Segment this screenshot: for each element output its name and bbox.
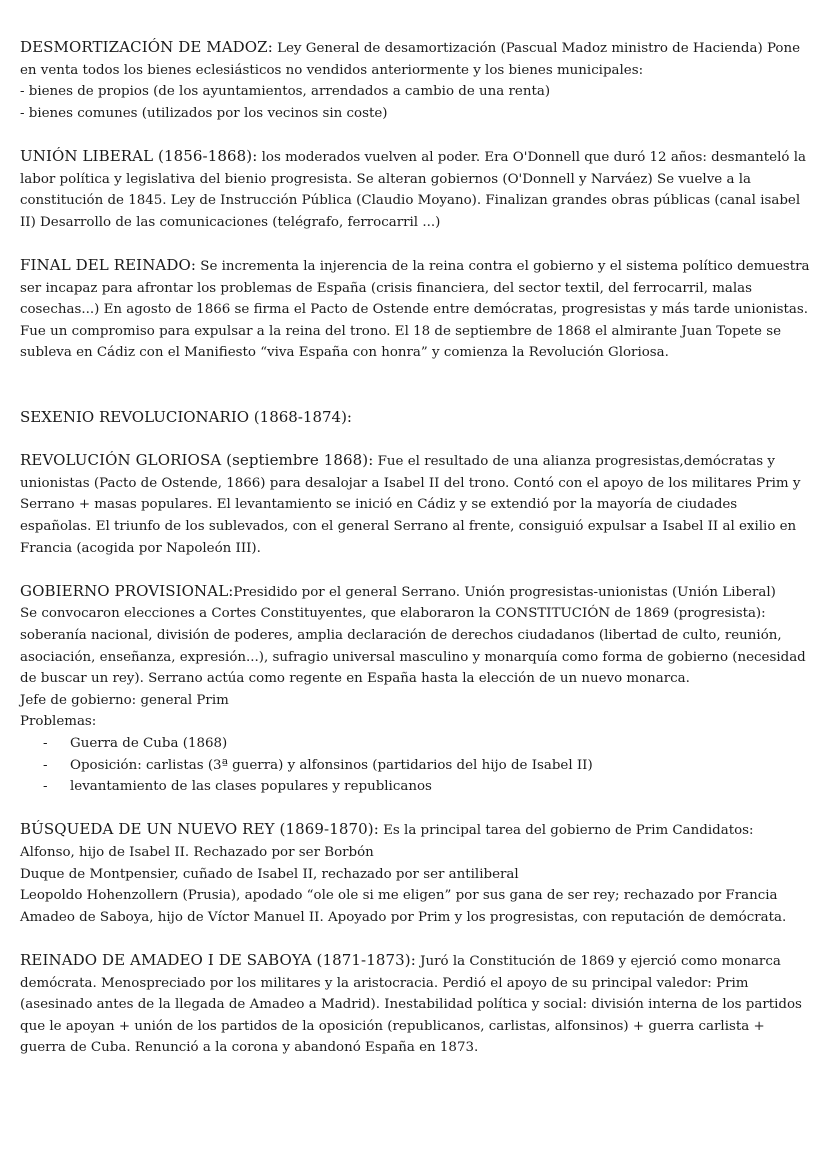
section-desamortizacion: [20, 37, 810, 124]
section-text: los moderados vuelven al poder. Era O'Donnell que duró 12 años: desmanteló la labor política y legislativa del bienio progresista. Se alteran gobiernos (O'Donnell y Narváez) Se vuelve a la constitución de 1845. Ley de Instrucción Pública (Claudio Moyano). Finalizan grandes obras públicas (canal isabel II) Desarrollo de las comunicaciones (telégrafo, ferrocarril ...): [20, 149, 806, 230]
paragraph: [20, 37, 810, 81]
section-heading: REINADO DE AMADEO I DE SABOYA (1871-1873):: [20, 950, 416, 969]
paragraph: [20, 255, 810, 364]
section-union-liberal: [20, 146, 810, 233]
section-text: Es la principal tarea del gobierno de Prim Candidatos:: [378, 823, 754, 839]
sexenio-title: SEXENIO REVOLUCIONARIO (1868-1874):: [20, 408, 352, 427]
section-final-reinado: [20, 255, 810, 364]
section-text: Presidido por el general Serrano. Unión progresistas-unionistas (Unión Liberal): [233, 584, 776, 600]
section-text: Fue el resultado de una alianza progresistas,demócratas y unionistas (Pacto de Ostende, 1866) para desalojar a Isabel II del trono. Contó con el apoyo de los militares Prim y Serrano + masas populares. El levantamiento se inició en Cádiz y se extendió por la mayoría de ciudades españolas. El triunfo de los sublevados, con el general Serrano al frente, consiguió expulsar a Isabel II al exilio en Francia (acogida por Napoleón III).: [20, 454, 801, 556]
list-item: - bienes de propios (de los ayuntamientos, arrendados a cambio de una renta): [20, 84, 551, 100]
section-text: Juró la Constitución de 1869 y ejerció como monarca demócrata. Menospreciado por los militares y la aristocracia. Perdió el apoyo de su principal valedor: Prim (asesinado antes de la llegada de Amadeo a Madrid). Inestabilidad política y social: división interna de los partidos que le apoyan + unión de los partidos de la oposición (republicanos, carlistas, alfonsinos) + guerra carlista + guerra de Cuba. Renunció a la corona y abandonó España en 1873.: [20, 953, 802, 1056]
section-text: Se incrementa la injerencia de la reina contra el gobierno y el sistema político demuestra ser incapaz para afrontar los problemas de España (crisis financiera, del sector textil, del ferrocarril, malas cosechas...) En agosto de 1866 se firma el Pacto de Ostende entre demócratas, progresistas y más tarde unionistas. Fue un compromiso para expulsar a la reina del trono. El 18 de septiembre de 1868 el almirante Juan Topete se subleva en Cádiz con el Manifiesto “viva España con honra” y comienza la Revolución Gloriosa.: [20, 258, 810, 361]
section-heading: DESMORTIZACIÓN DE MADOZ:: [20, 38, 273, 56]
section-heading: UNIÓN LIBERAL (1856-1868):: [20, 146, 258, 165]
paragraph: [20, 819, 810, 842]
candidate-line: Leopoldo Hohenzollern (Prusia), apodado “ole ole si me eligen” por sus gana de ser rey; rechazado por Francia: [20, 888, 778, 904]
section-heading: REVOLUCIÓN GLORIOSA (septiembre 1868):: [20, 451, 374, 470]
paragraph: [20, 950, 810, 1059]
section-heading: GOBIERNO PROVISIONAL:: [20, 581, 234, 600]
dash-bullet: -: [43, 779, 48, 795]
list-item: - bienes comunes (utilizados por los vecinos sin coste): [20, 105, 388, 121]
problemas-label: Problemas:: [20, 714, 97, 730]
section-heading: FINAL DEL REINADO:: [20, 255, 197, 274]
list-item: [20, 733, 810, 755]
section-busqueda-rey: [20, 819, 810, 928]
dash-bullet: -: [43, 736, 48, 751]
paragraph: [20, 581, 810, 604]
document-page: [20, 37, 810, 1081]
section-amadeo: [20, 950, 810, 1059]
candidate-line: Alfonso, hijo de Isabel II. Rechazado por ser Borbón: [20, 844, 374, 860]
list-item: [20, 755, 810, 777]
dash-bullet: -: [43, 757, 48, 773]
jefe-line: Jefe de gobierno: general Prim: [20, 692, 229, 708]
section-revolucion-gloriosa: [20, 450, 810, 559]
list-item-text: Oposición: carlistas (3ª guerra) y alfonsinos (partidarios del hijo de Isabel II): [70, 757, 593, 773]
problemas-list: [20, 733, 810, 798]
list-item: [20, 776, 810, 798]
paragraph: Se convocaron elecciones a Cortes Constituyentes, que elaboraron la CONSTITUCIÓN de 1869 (progresista): soberanía nacional, división de poderes, amplia declaración de derechos ciudadanos (libertad de culto, reunión, asociación, enseñanza, expresión...), sufragio universal masculino y monarquía como forma de gobierno (necesidad de buscar un rey). Serrano actúa como regente en España hasta la elección de un nuevo monarca.: [20, 606, 806, 687]
list-item-text: levantamiento de las clases populares y republicanos: [70, 779, 432, 795]
candidate-line: Amadeo de Saboya, hijo de Víctor Manuel II. Apoyado por Prim y los progresistas, con reputación de demócrata.: [20, 909, 787, 925]
candidate-line: Duque de Montpensier, cuñado de Isabel II, rechazado por ser antiliberal: [20, 866, 519, 882]
paragraph: [20, 146, 810, 233]
list-item-text: Guerra de Cuba (1868): [70, 736, 228, 751]
section-gobierno-provisional: [20, 581, 810, 798]
section-heading: BÚSQUEDA DE UN NUEVO REY (1869-1870):: [20, 820, 379, 839]
paragraph: [20, 450, 810, 559]
blank-line: [20, 386, 810, 408]
section-text: Ley General de desamortización (Pascual Madoz ministro de Hacienda) Pone en venta todos los bienes eclesiásticos no vendidos anteriormente y los bienes municipales:: [20, 41, 801, 78]
